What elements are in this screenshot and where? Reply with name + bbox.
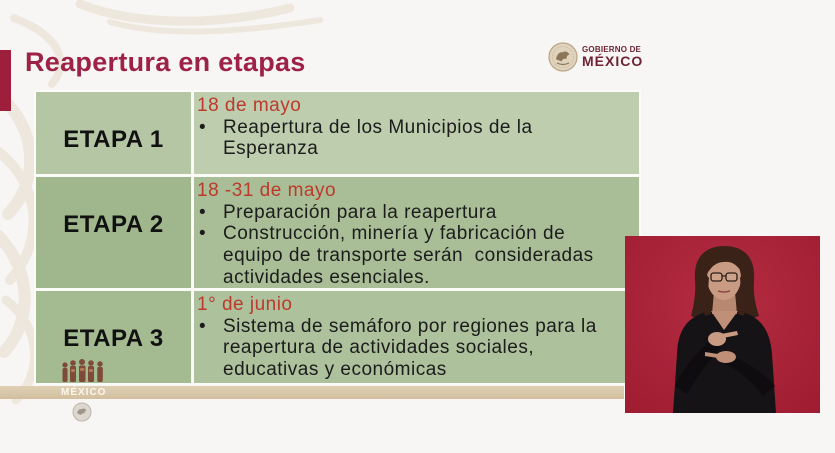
stage-3-content-cell	[194, 291, 639, 383]
sign-language-interpreter-video	[625, 236, 820, 413]
stage-1-content-cell	[194, 92, 639, 174]
bullet-symbol: •	[199, 201, 207, 223]
stage-date: 18 -31 de mayo	[197, 180, 337, 201]
gobierno-de-mexico-logo	[548, 42, 648, 72]
bullet-text: Sistema de semáforo por regiones para la reapertura de actividades sociales, educativas y económicas	[223, 315, 603, 381]
bullet-text: Reapertura de los Municipios de la Esperanza	[223, 116, 539, 160]
bullet-item	[199, 316, 639, 381]
stage-date: 18 de mayo	[197, 95, 302, 116]
interpreter-figure	[625, 236, 820, 413]
stage-2-label-cell	[36, 177, 191, 288]
stage-date: 1° de junio	[197, 294, 293, 315]
bullet-symbol: •	[199, 223, 207, 245]
stage-label: ETAPA 2	[63, 211, 164, 238]
bullet-item	[199, 117, 639, 160]
stage-label: ETAPA 1	[63, 126, 164, 153]
title-accent-bar	[0, 50, 11, 111]
coat-of-arms-icon	[548, 42, 578, 72]
bullet-symbol: •	[199, 315, 207, 337]
stage-label: ETAPA 3	[63, 325, 164, 352]
footer-logo-text: MÉXICO	[61, 387, 107, 398]
bullet-item	[199, 223, 639, 288]
bullet-text: Preparación para la reapertura	[223, 201, 497, 223]
bullet-text: Construcción, minería y fabricación de equipo de transporte serán consideradas actividades esenciales.	[223, 223, 600, 288]
bullet-item	[199, 202, 639, 224]
logo-line-2: MÉXICO	[582, 53, 644, 69]
logo-line-1: GOBIERNO DE	[582, 45, 642, 54]
footer-logo-figures	[60, 355, 108, 383]
stages-table	[34, 90, 641, 385]
stage-1-label-cell	[36, 92, 191, 174]
stage-2-content-cell	[194, 177, 639, 288]
coat-of-arms-icon	[72, 402, 92, 422]
bullet-symbol: •	[199, 116, 207, 138]
slide-title: Reapertura en etapas	[25, 47, 306, 77]
